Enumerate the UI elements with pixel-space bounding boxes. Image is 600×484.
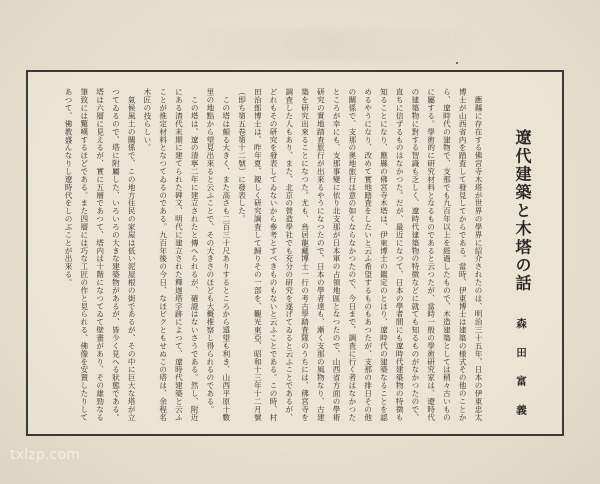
text-column: （即ち第五卷第十二號）に發表した。	[237, 88, 247, 223]
text-column: この塔は、遼の清寧二年に建立されたと傳へられるが、確證はないさうである。然し、附近	[190, 88, 200, 422]
text-column: の建築物に對する智識も乏しく、遼時代建築物の特徴などに就ても知るものがなかつたので、	[410, 88, 420, 422]
text-column: ら、遼時代の建物で、支那でも九百年以上を經過したもので、木造建築としては稍々古いもの	[442, 88, 452, 422]
article-author: 森田富義	[515, 318, 527, 433]
article-body	[60, 88, 486, 428]
site-watermark: txlzp.com	[10, 447, 81, 463]
text-column: にある清代末期に建てられた碑文、明代に建立された釋迦塔字跡によつて、遼時代建築と云ふ	[174, 88, 184, 422]
text-column: ところが幸にも、支那事變に依り北支那が日本軍の占領地區となつたので、山西省方面の學術	[332, 88, 342, 422]
text-column: 田治郎博士は、昨年夏、親しく研究調査して歸りその一部を、觀光東亞、昭和十三年十二月號	[253, 88, 263, 422]
text-column: 築を研究出來ることになつた。尤も、鳥居龍藏博士一行の考古學踏査隊のうちには、佛宮寺を	[300, 88, 310, 422]
text-column: どれもその研究を發表してゐないから參考とすべきものもないと云ふことである。この時、村	[269, 88, 279, 422]
text-column: 里の地點から望見出來ると云ふことで、その大きさのほども大概推察し得られるのである。	[205, 88, 215, 414]
text-column: あつて、佛教盛んなりし遼時代をしのぶことが出來る。	[64, 88, 74, 287]
text-column: 直ちに信ずるものはなかつた。だが、最近になつて、日本の學者間にも遼時代建築物の特徴も	[395, 88, 405, 422]
text-column: 知ることになり、應縣の佛宮寺木塔は、伊東博士の鑑定のとほり、遼時代の建築なることを認	[379, 88, 389, 422]
text-column: 調査した人もあり、また、北京の營造學社でも充分の研究を遂げてゐると云ふことであるが、	[284, 88, 294, 422]
text-column: 塔は六層に見えるが、實に五層であつて、塔内は十階になつてゐて壁畫があり、その雄勁なる	[95, 88, 105, 422]
text-column: めるやうになり、改めて實地踏査をしたいと云ふ希望するものもあつたが、支那の排日その他	[363, 88, 373, 422]
text-column: この塔は頗る大きく、また高さも二百三十尺ありするところから遠望も利き、山西平原十數	[221, 88, 231, 422]
text-column: ことが推定材料となつてゐるのである。九百年後の今日、なほビクともせぬこの塔は、余程名	[158, 88, 168, 422]
text-column: つてゐるので、塔に附屬した、いろいろの大きな建築物があるが、皆少く見へる狀態である。	[111, 88, 121, 422]
text-column: 氣候風土の關係で、この地方住民の家屋は低い泥屋根の街であるが、その中に巨大な塔が立	[127, 88, 137, 422]
article-title: 遼代建築と木塔の話	[513, 129, 532, 293]
text-column: の關係で、支那の奥地旅行は意の如くならなかつたので、今日まで、調査に行く者はなかつた	[347, 88, 357, 422]
text-column: 應縣に存在する佛宮寺木塔が世界の學界に紹介されたのは、明治三十五年、日本の伊東忠太	[474, 88, 483, 422]
text-column: 研究の實地踏査旅行が出來るやうになつたので、日本の學者達も、漸く支那の風物なり、古建	[316, 88, 326, 422]
paper-speck	[456, 62, 458, 64]
print-through-shadow	[180, 30, 480, 60]
text-column: に屬する。學術的に研究材料となるものであると云つたが、當時一般の學術研究家は、遼時代	[426, 88, 436, 422]
text-column: 筆致には驚嘆するほどである。また四層には巧な工匠の作と見られる、佛像を安置したりして	[79, 88, 89, 422]
text-column: 博士が山西省内を踏査して發見してからである。當時、伊東博士は建築の様式その他のことか	[458, 88, 468, 422]
text-column: 木匠の技らしい。	[142, 88, 152, 152]
